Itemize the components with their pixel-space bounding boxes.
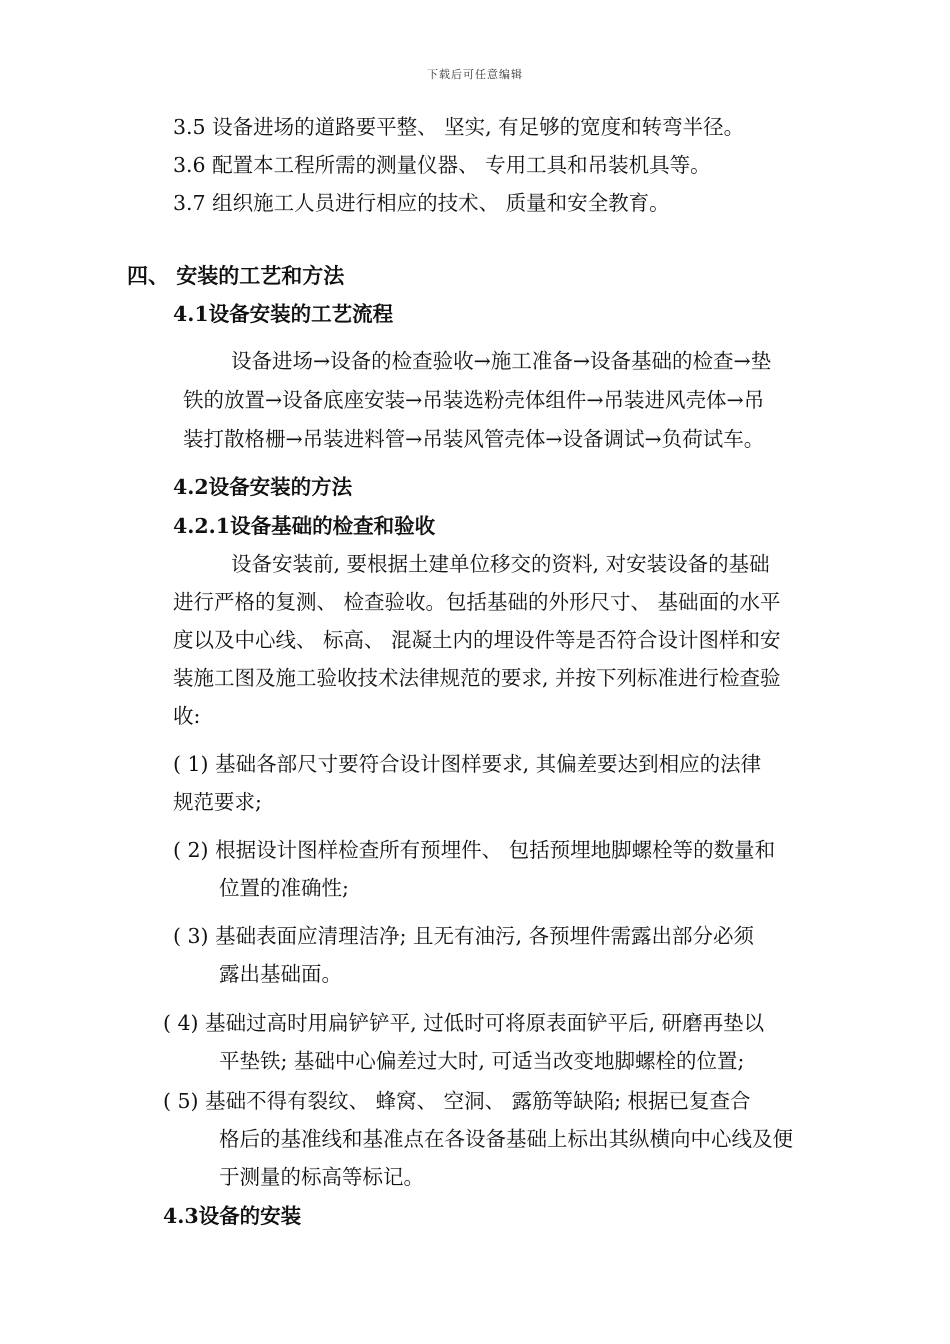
list-item-1-cont: 规范要求; [173, 790, 262, 814]
para-line-4: 装施工图及施工验收技术法律规范的要求, 并按下列标准进行检查验 [173, 666, 781, 690]
list-item-5-cont-2: 于测量的标高等标记。 [219, 1165, 424, 1189]
section-4-title: 四、 安装的工艺和方法 [127, 263, 345, 288]
flow-line-2: 铁的放置→设备底座安装→吊装选粉壳体组件→吊装进风壳体→吊 [183, 388, 765, 412]
list-item-2: ( 2) 根据设计图样检查所有预埋件、 包括预埋地脚螺栓等的数量和 [173, 838, 776, 862]
item-3-5: 3.5 设备进场的道路要平整、 坚实, 有足够的宽度和转弯半径。 [173, 115, 745, 139]
para-line-1: 设备安装前, 要根据土建单位移交的资料, 对安装设备的基础 [231, 552, 770, 576]
list-item-3-cont: 露出基础面。 [219, 962, 342, 986]
heading-4-1: 4.1设备安装的工艺流程 [173, 302, 394, 326]
item-3-6: 3.6 配置本工程所需的测量仪器、 专用工具和吊装机具等。 [173, 153, 711, 177]
list-item-3: ( 3) 基础表面应清理洁净; 且无有油污, 各预埋件需露出部分必须 [173, 924, 755, 948]
heading-4-2-1: 4.2.1设备基础的检查和验收 [173, 514, 436, 538]
list-item-5-cont-1: 格后的基准线和基准点在各设备基础上标出其纵横向中心线及便 [219, 1127, 793, 1151]
list-item-4-cont: 平垫铁; 基础中心偏差过大时, 可适当改变地脚螺栓的位置; [219, 1049, 745, 1073]
flow-line-1: 设备进场→设备的检查验收→施工准备→设备基础的检查→垫 [231, 349, 772, 373]
para-line-2: 进行严格的复测、 检查验收。包括基础的外形尺寸、 基础面的水平 [173, 590, 781, 614]
list-item-2-cont: 位置的准确性; [219, 876, 349, 900]
list-item-5: ( 5) 基础不得有裂纹、 蜂窝、 空洞、 露筋等缺陷; 根据已复查合 [163, 1089, 751, 1113]
list-item-1: ( 1) 基础各部尺寸要符合设计图样要求, 其偏差要达到相应的法律 [173, 752, 762, 776]
para-line-3: 度以及中心线、 标高、 混凝土内的埋设件等是否符合设计图样和安 [173, 628, 781, 652]
page-header-note: 下载后可任意编辑 [427, 68, 523, 81]
heading-4-2: 4.2设备安装的方法 [173, 475, 353, 499]
flow-line-3: 装打散格栅→吊装进料管→吊装风管壳体→设备调试→负荷试车。 [183, 427, 765, 451]
list-item-4: ( 4) 基础过高时用扁铲铲平, 过低时可将原表面铲平后, 研磨再垫以 [163, 1011, 765, 1035]
para-line-5: 收: [173, 704, 201, 728]
heading-4-3: 4.3设备的安装 [163, 1204, 302, 1228]
item-3-7: 3.7 组织施工人员进行相应的技术、 质量和安全教育。 [173, 191, 670, 215]
